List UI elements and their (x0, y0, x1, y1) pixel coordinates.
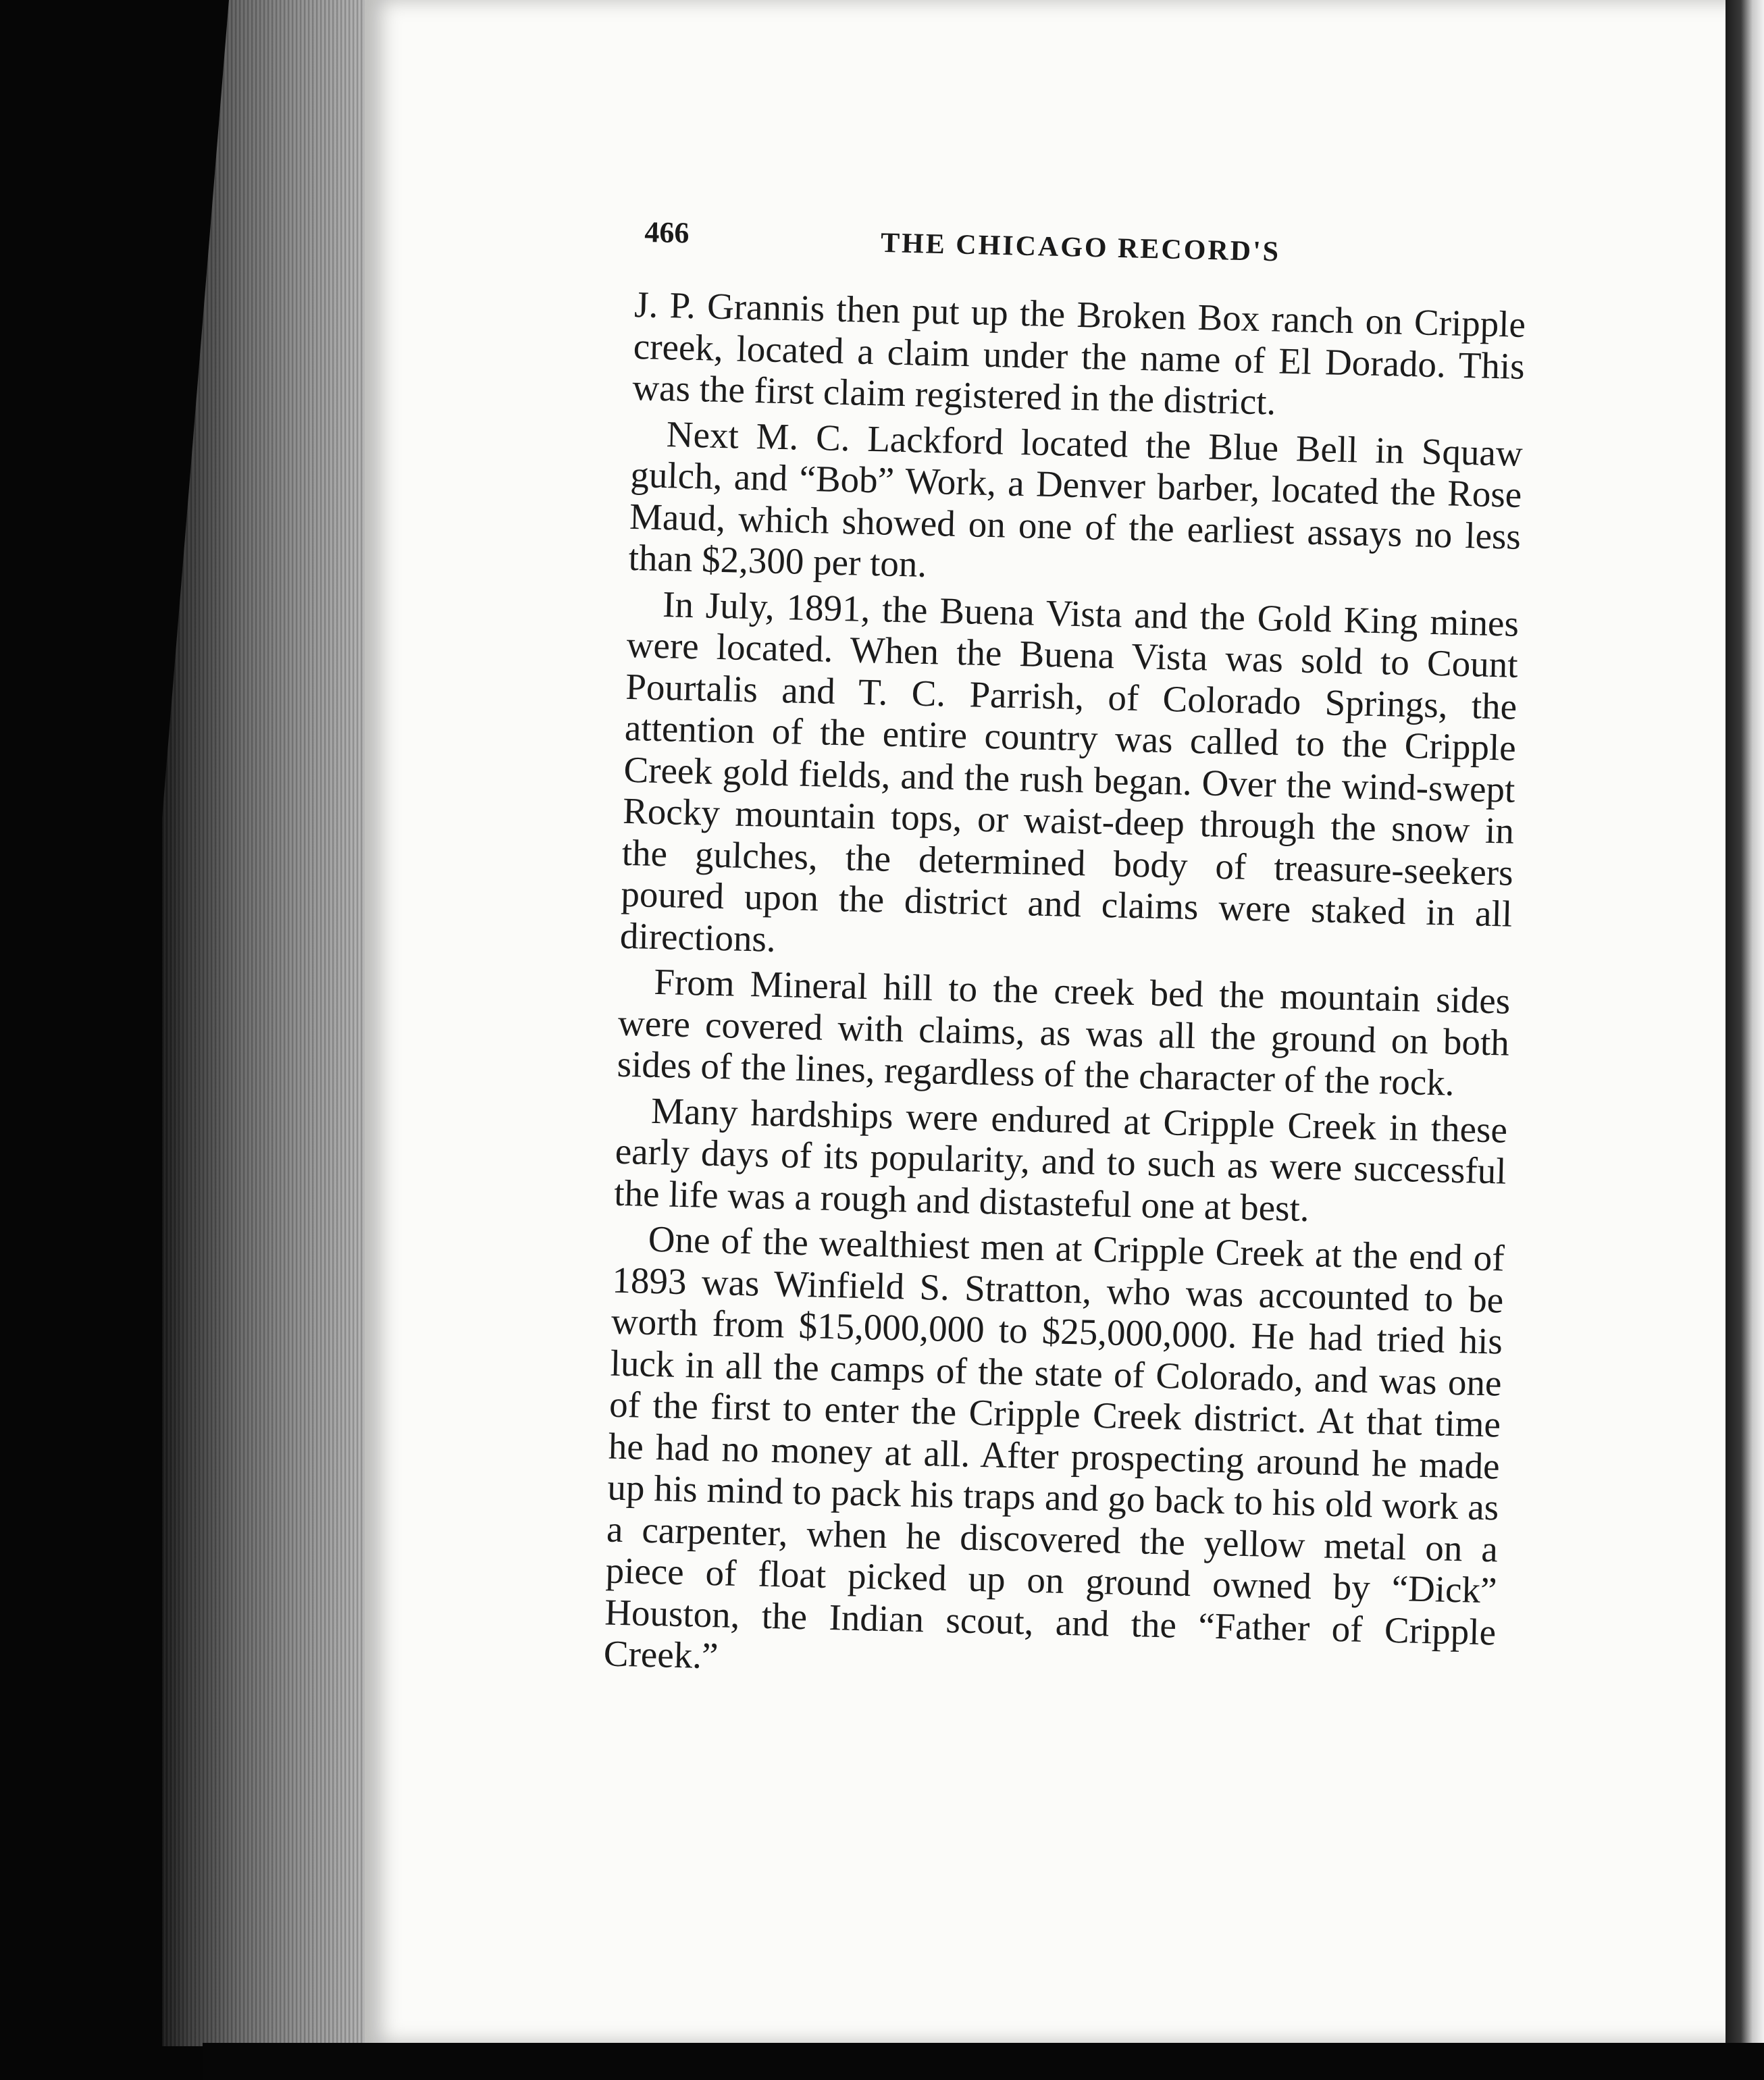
paragraph: Many hardships were endured at Cripple Creek in these early days of its popularity, and to such as were successful the life was a rough and distasteful one at best. (613, 1089, 1508, 1229)
scan-bottom-border (203, 2043, 1764, 2080)
body-text (603, 284, 1526, 1698)
paragraph: Next M. C. Lackford located the Blue Bell in Squaw gulch, and “Bob” Work, a Denver barber, located the Rose Maud, which showed on one of the earliest assays no less than $2,300 per ton. (628, 413, 1524, 585)
book-fore-edge (162, 0, 385, 2046)
page-number: 466 (644, 215, 690, 250)
paragraph: One of the wealthiest men at Cripple Creek at the end of 1893 was Winfield S. Stratton, who was accounted to be worth from $15,000,000 to $25,000,000. He had tried his luck in all the camps of the state of Colorado, and was one of the first to enter the Cripple Creek district. At that time he had no money at all. After prospecting around he made up his mind to pack his traps and go back to his old work as a carpenter, when he discovered the yellow metal on a piece of float picked up on ground owned by “Dick” Houston, the Indian scout, and the “Father of Cripple Creek.” (603, 1218, 1505, 1677)
running-title: THE CHICAGO RECORD'S (880, 227, 1281, 268)
paragraph: J. P. Grannis then put up the Broken Box ranch on Cripple creek, located a claim under the name of El Dorado. This was the first claim registered in the district. (631, 284, 1526, 423)
book-binding-edge (1726, 0, 1764, 2080)
paragraph: From Mineral hill to the creek bed the mountain sides were covered with claims, as was all the ground on both sides of the lines, regardless of the character of the rock. (617, 960, 1511, 1103)
paragraph: In July, 1891, the Buena Vista and the Gold King mines were located. When the Buena Vista was sold to Count Pourtalis and T. C. Parrish, of Colorado Springs, the attention of the entire country was called to the Cripple Creek gold fields, and the rush began. Over the wind-swept Rocky mountain tops, or waist-deep through the snow in the gulches, the determined body of treasure-seekers poured upon the district and claims were staked in all directions. (619, 583, 1520, 960)
